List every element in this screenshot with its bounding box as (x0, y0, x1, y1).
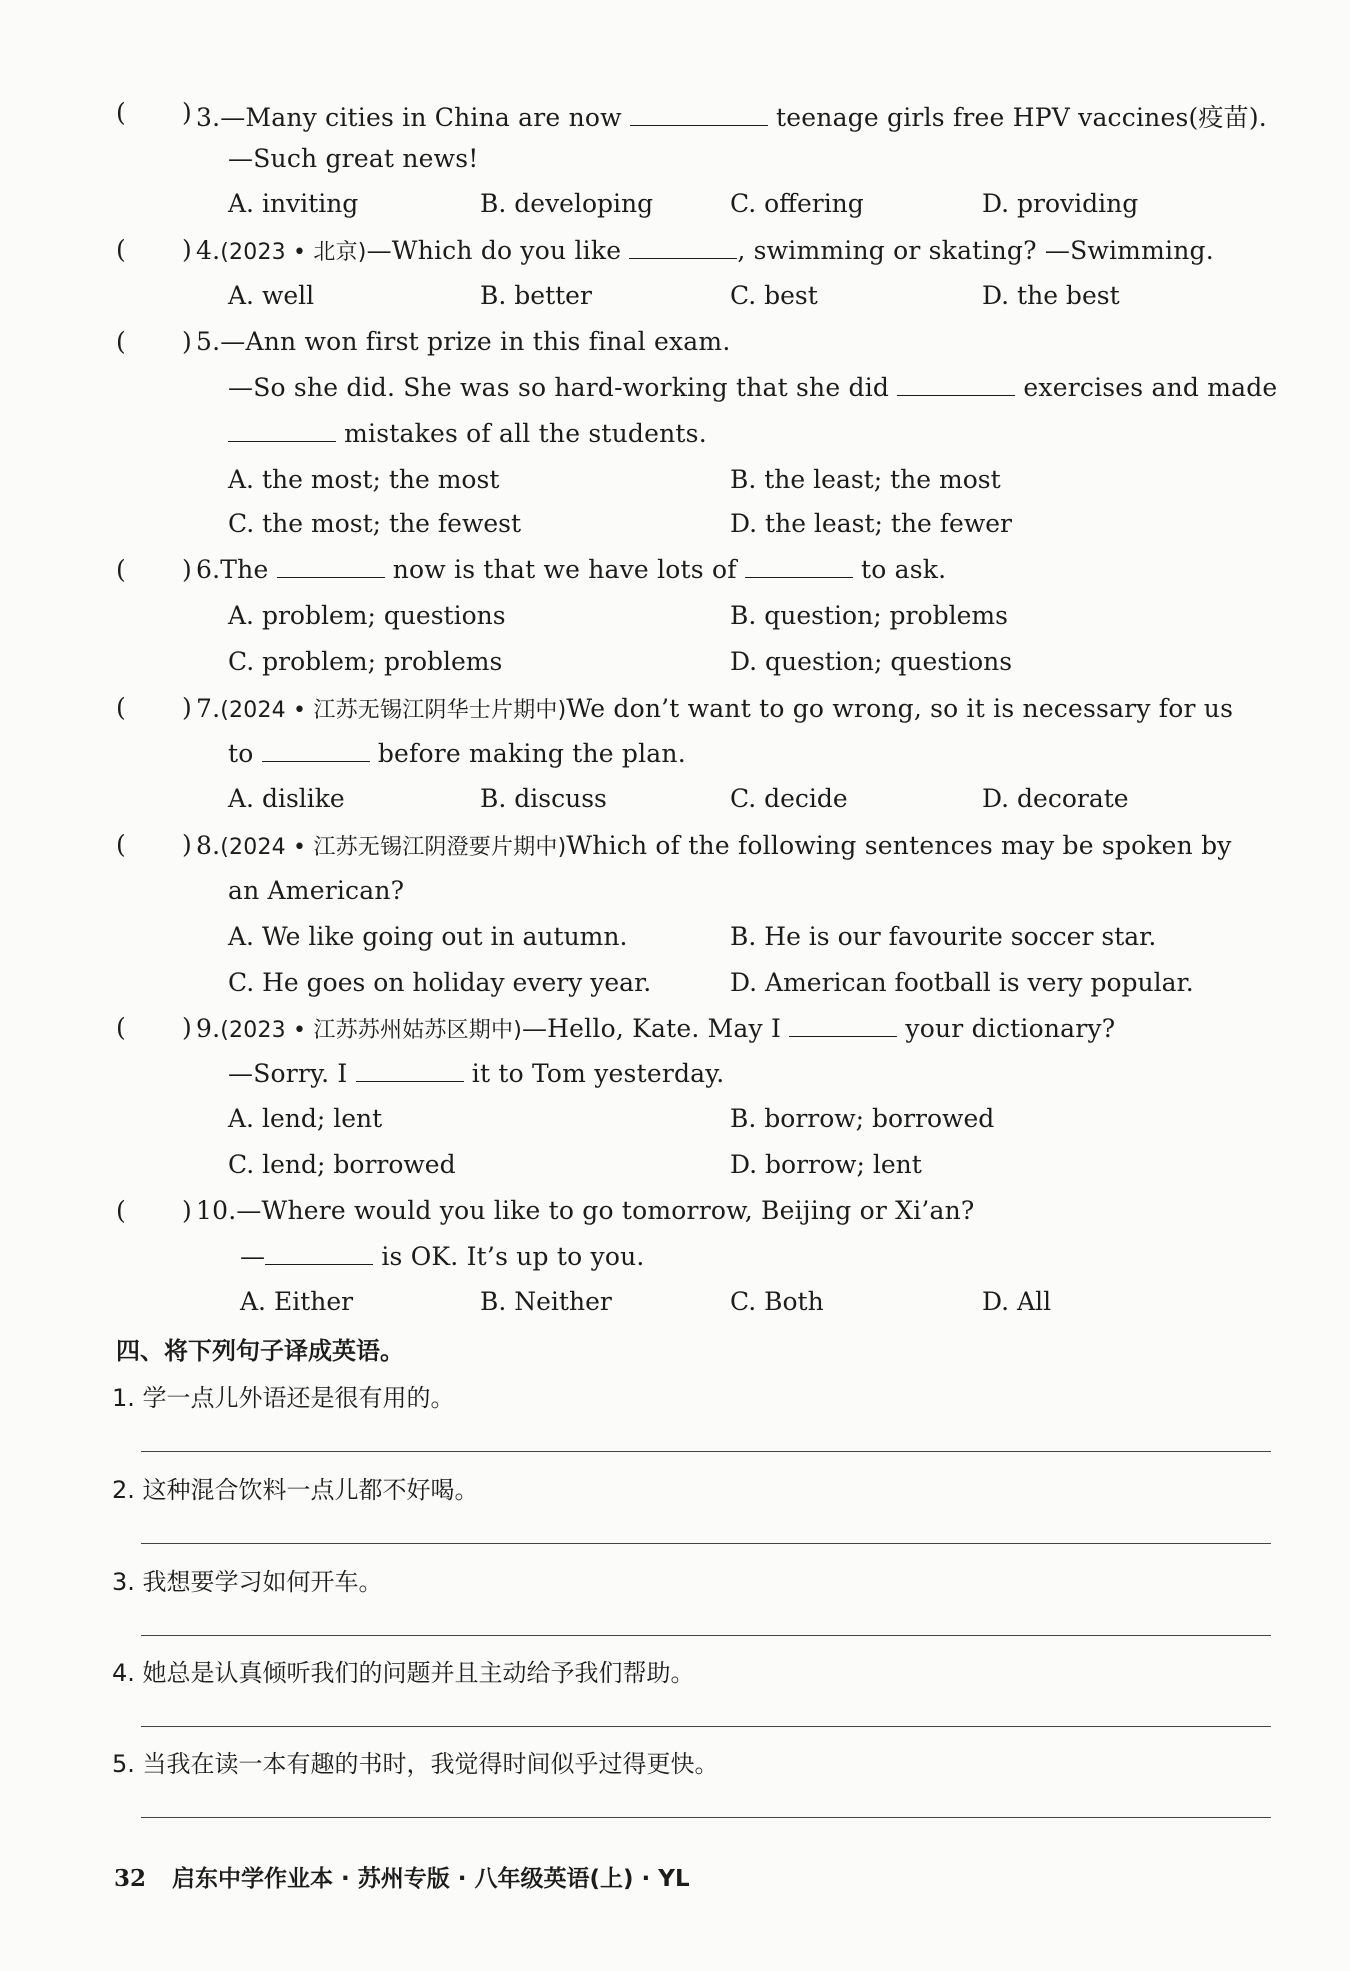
answer-line[interactable] (141, 1635, 1271, 1636)
question-number: 9. (196, 1014, 221, 1043)
answer-blank[interactable] (745, 555, 853, 578)
question-stem (196, 1196, 974, 1225)
answer-paren-close: ) (182, 235, 192, 264)
answer-paren-open: ( (116, 1196, 126, 1225)
option-d[interactable]: D. question; questions (730, 647, 1013, 676)
option-c[interactable]: C. offering (730, 189, 864, 218)
option-b[interactable]: B. He is our favourite soccer star. (730, 922, 1157, 951)
question-stem (196, 693, 1233, 724)
option-c[interactable]: C. Both (730, 1287, 824, 1316)
question-source: (2024 • 江苏无锡江阴澄要片期中) (220, 835, 567, 860)
stem-text: , swimming or skating? —Swimming. (737, 236, 1214, 265)
question-number: 5. (196, 327, 221, 356)
answer-blank[interactable] (789, 1014, 897, 1037)
stem-text: —Hello, Kate. May I (521, 1014, 782, 1043)
option-c[interactable]: C. problem; problems (228, 647, 503, 676)
option-d[interactable]: D. All (982, 1287, 1052, 1316)
question-number: 6. (196, 555, 221, 584)
answer-line[interactable] (141, 1726, 1271, 1727)
option-d[interactable]: D. the best (982, 281, 1120, 310)
answer-line[interactable] (141, 1543, 1271, 1544)
translation-item-2: 2. 这种混合饮料一点儿都不好喝。 (112, 1476, 479, 1504)
option-b[interactable]: B. developing (480, 189, 654, 218)
stem-text: is OK. It’s up to you. (381, 1242, 645, 1271)
option-c[interactable]: C. He goes on holiday every year. (228, 968, 652, 997)
option-d[interactable]: D. borrow; lent (730, 1150, 922, 1179)
question-stem (196, 235, 1214, 266)
answer-blank[interactable] (262, 739, 370, 762)
stem-text: an American? (228, 876, 405, 905)
answer-line[interactable] (141, 1451, 1271, 1452)
stem-text: —So she did. She was so hard-working that she did (228, 373, 890, 402)
question-number: 3. (196, 103, 221, 132)
option-d[interactable]: D. decorate (982, 784, 1129, 813)
translation-item-3: 3. 我想要学习如何开车。 (112, 1568, 383, 1596)
stem-text: —Such great news! (228, 144, 479, 173)
answer-paren-close: ) (182, 555, 192, 584)
option-a[interactable]: A. well (228, 281, 315, 310)
answer-paren-close: ) (182, 98, 192, 127)
answer-paren-close: ) (182, 830, 192, 859)
book-title: 启东中学作业本 · 苏州专版 · 八年级英语(上) · YL (172, 1866, 690, 1892)
option-a[interactable]: A. lend; lent (228, 1104, 383, 1133)
stem-text (228, 1059, 724, 1088)
option-c[interactable]: C. lend; borrowed (228, 1150, 456, 1179)
answer-blank[interactable] (897, 373, 1015, 396)
page-number: 32 (114, 1865, 147, 1892)
stem-text: now is that we have lots of (392, 555, 737, 584)
option-b[interactable]: B. discuss (480, 784, 607, 813)
page-footer (114, 1860, 690, 1893)
option-d[interactable]: D. American football is very popular. (730, 968, 1194, 997)
answer-paren-open: ( (116, 555, 126, 584)
stem-text: mistakes of all the students. (344, 419, 707, 448)
answer-paren-close: ) (182, 1196, 192, 1225)
stem-text: it to Tom yesterday. (471, 1059, 725, 1088)
answer-blank[interactable] (277, 555, 385, 578)
question-number: 4. (196, 236, 221, 265)
option-a[interactable]: A. We like going out in autumn. (228, 922, 628, 951)
translation-item-1: 1. 学一点儿外语还是很有用的。 (112, 1384, 455, 1412)
answer-paren-open: ( (116, 830, 126, 859)
option-b[interactable]: B. the least; the most (730, 465, 1001, 494)
answer-paren-close: ) (182, 1013, 192, 1042)
stem-text: Which of the following sentences may be spoken by (566, 831, 1232, 860)
answer-paren-close: ) (182, 327, 192, 356)
option-a[interactable]: A. dislike (228, 784, 345, 813)
question-source: (2024 • 江苏无锡江阴华士片期中) (220, 698, 567, 723)
answer-blank[interactable] (629, 236, 737, 259)
question-stem (196, 830, 1232, 861)
option-d[interactable]: D. the least; the fewer (730, 509, 1012, 538)
option-b[interactable]: B. borrow; borrowed (730, 1104, 995, 1133)
option-a[interactable]: A. the most; the most (228, 465, 500, 494)
answer-paren-open: ( (116, 693, 126, 722)
stem-text (240, 1242, 645, 1271)
section-title: 四、将下列句子译成英语。 (116, 1337, 404, 1365)
stem-text (228, 739, 686, 768)
answer-paren-open: ( (116, 98, 126, 127)
stem-text (228, 419, 707, 448)
option-a[interactable]: A. Either (240, 1287, 354, 1316)
question-number: 8. (196, 831, 221, 860)
stem-text: before making the plan. (377, 739, 686, 768)
option-c[interactable]: C. decide (730, 784, 848, 813)
stem-text: your dictionary? (905, 1014, 1116, 1043)
answer-blank[interactable] (228, 419, 336, 442)
question-number: 7. (196, 694, 221, 723)
answer-line[interactable] (141, 1817, 1271, 1818)
question-source: (2023 • 江苏苏州姑苏区期中) (220, 1018, 522, 1043)
option-c[interactable]: C. the most; the fewest (228, 509, 522, 538)
stem-text: to (228, 739, 254, 768)
option-b[interactable]: B. question; problems (730, 601, 1008, 630)
stem-text: exercises and made (1023, 373, 1278, 402)
stem-text: We don’t want to go wrong, so it is necessary for us (566, 694, 1234, 723)
answer-blank[interactable] (356, 1059, 464, 1082)
answer-blank[interactable] (630, 103, 768, 126)
stem-text: —Ann won first prize in this final exam. (220, 327, 731, 356)
question-source: (2023 • 北京) (220, 240, 367, 265)
option-a[interactable]: A. problem; questions (228, 601, 506, 630)
question-stem (196, 555, 946, 584)
answer-blank[interactable] (265, 1242, 373, 1265)
translation-item-5: 5. 当我在读一本有趣的书时，我觉得时间似乎过得更快。 (112, 1750, 719, 1778)
stem-text: to ask. (860, 555, 947, 584)
answer-paren-close: ) (182, 693, 192, 722)
option-d[interactable]: D. providing (982, 189, 1139, 218)
stem-text: —Sorry. I (228, 1059, 348, 1088)
question-stem (196, 1013, 1115, 1044)
translation-item-4: 4. 她总是认真倾听我们的问题并且主动给予我们帮助。 (112, 1659, 695, 1687)
option-b[interactable]: B. better (480, 281, 592, 310)
stem-text: —Where would you like to go tomorrow, Beijing or Xi’an? (236, 1196, 975, 1225)
stem-text (228, 373, 1277, 402)
answer-paren-open: ( (116, 327, 126, 356)
stem-text: teenage girls free HPV vaccines(疫苗). (776, 103, 1267, 132)
question-stem (196, 98, 1267, 134)
stem-text: — (240, 1242, 266, 1271)
stem-text: —Which do you like (366, 236, 622, 265)
stem-text: —Many cities in China are now (220, 103, 622, 132)
question-stem (196, 327, 730, 356)
stem-text: The (220, 555, 269, 584)
answer-paren-open: ( (116, 1013, 126, 1042)
option-b[interactable]: B. Neither (480, 1287, 612, 1316)
option-c[interactable]: C. best (730, 281, 818, 310)
question-number: 10. (196, 1196, 237, 1225)
option-a[interactable]: A. inviting (228, 189, 359, 218)
answer-paren-open: ( (116, 235, 126, 264)
